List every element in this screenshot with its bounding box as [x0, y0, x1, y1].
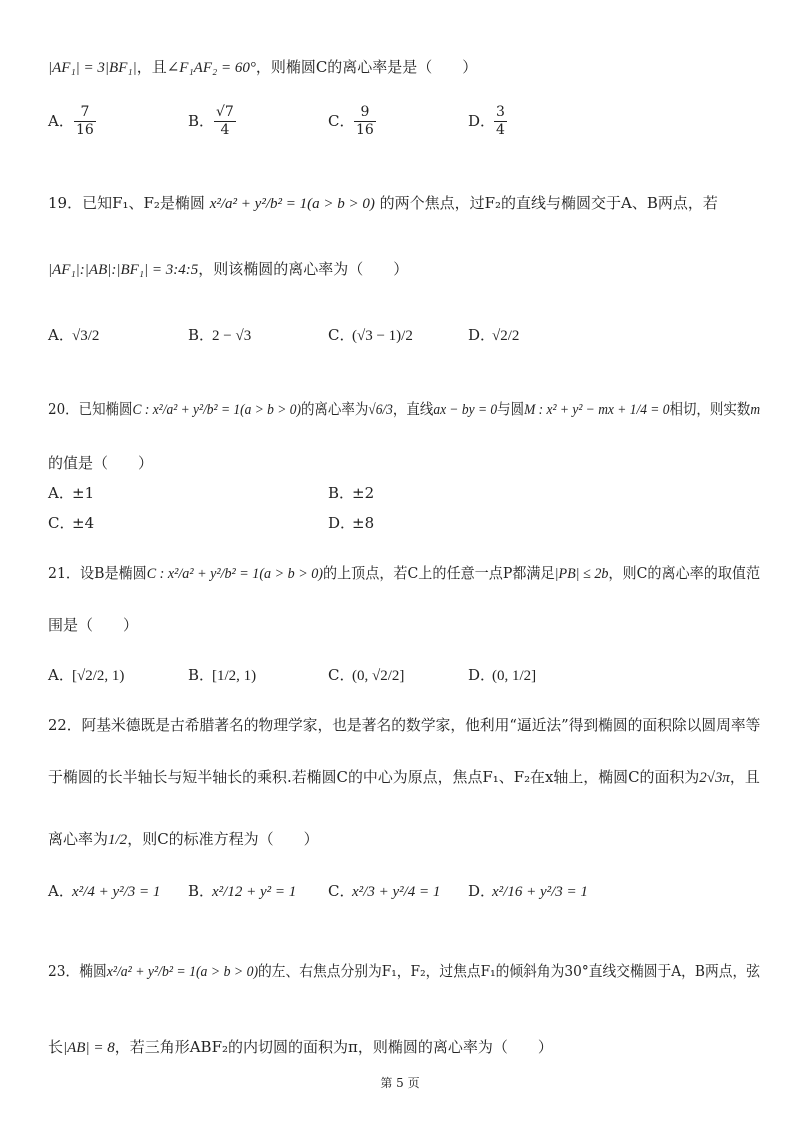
q19-ellipse-equation: x²/a² + y²/b² = 1(a > b > 0) [209, 196, 375, 212]
q22-stem-line3: 离心率为1/2，则C的标准方程为（ ） [48, 830, 319, 848]
q19-stem: 19．已知F₁、F₂是椭圆 x²/a² + y²/b² = 1(a > b > 0) 的两个焦点，过F₂的直线与椭圆交于A、B两点，若 [48, 194, 718, 212]
q20-ellipse: C : x²/a² + y²/b² = 1(a > b > 0) [132, 402, 301, 418]
question-number: 20． [48, 400, 79, 418]
q22-stem: 22．阿基米德既是古希腊著名的物理学家，也是著名的数学家，他利用“逼近法”得到椭圆的面积除以圆周率等 [48, 716, 761, 734]
q19-ratio: |AF₁|:|AB|:|BF₁| = 3:4:5 [48, 262, 199, 278]
q21-option-c: C．(0, √2/2] [328, 666, 405, 684]
q19-option-b: B．2 − √3 [188, 326, 252, 344]
q18-option-d: D． $\frac{3}{4}$ [468, 104, 505, 138]
q21-stem-cont: 围是（ ） [48, 616, 139, 634]
q18-option-c: C． $\frac{9}{16}$ [328, 104, 374, 138]
q19-option-c: C．(√3 − 1)/2 [328, 326, 413, 344]
q19-option-d: D．√2/2 [468, 326, 520, 344]
q22-eccentricity: 1/2 [108, 832, 128, 848]
question-number: 22． [48, 716, 82, 734]
q21-ellipse: C : x²/a² + y²/b² = 1(a > b > 0) [146, 566, 323, 582]
question-number: 19． [48, 194, 83, 212]
q23-chord: |AB| = 8 [63, 1040, 115, 1056]
q22-option-b: B．x²/12 + y² = 1 [188, 882, 297, 900]
q22-option-c: C．x²/3 + y²/4 = 1 [328, 882, 441, 900]
q21-option-a: A．[√2/2, 1) [48, 666, 125, 684]
q18-stem: |AF₁| = 3|BF₁|，且∠F₁AF₂ = 60°，则椭圆C的离心率是是（ ） [48, 58, 478, 76]
q23-stem: 23．椭圆x²/a² + y²/b² = 1(a > b > 0)的左、右焦点分别为F₁，F₂，过焦点F₁的倾斜角为30°直线交椭圆于A，B两点，弦 [48, 962, 760, 980]
q20-eccentricity: √6/3 [368, 402, 393, 418]
page-footer: 第 5 页 [380, 1076, 420, 1090]
q19-stem-cont: |AF₁|:|AB|:|BF₁| = 3:4:5，则该椭圆的离心率为（ ） [48, 260, 409, 278]
q22-option-a: A．x²/4 + y²/3 = 1 [48, 882, 161, 900]
q20-stem: 20．已知椭圆C : x²/a² + y²/b² = 1(a > b > 0)的离心率为√6/3，直线ax − by = 0与圆M : x² + y² − mx + 1/4 = 0相切，则实数m [48, 400, 761, 418]
q20-option-c: C．±4 [48, 514, 95, 532]
q20-option-b: B．±2 [328, 484, 375, 502]
q21-option-d: D．(0, 1/2] [468, 666, 537, 684]
q18-option-b: B． $\frac{√7}{4}$ [188, 104, 234, 138]
question-number: 23． [48, 962, 80, 980]
q21-option-b: B．[1/2, 1) [188, 666, 257, 684]
q20-option-a: A．±1 [48, 484, 95, 502]
q23-ellipse: x²/a² + y²/b² = 1(a > b > 0) [106, 964, 259, 980]
q23-stem-cont: 长|AB| = 8，若三角形ABF₂的内切圆的面积为π，则椭圆的离心率为（ ） [48, 1038, 553, 1056]
q22-stem-line2: 于椭圆的长半轴长与短半轴长的乘积.若椭圆C的中心为原点，焦点F₁、F₂在x轴上，椭圆C的面积为2√3π，且 [48, 768, 760, 786]
q22-option-d: D．x²/16 + y²/3 = 1 [468, 882, 588, 900]
q18-option-a: A． $\frac{7}{16}$ [48, 104, 94, 138]
q20-stem-cont: 的值是（ ） [48, 454, 154, 472]
question-number: 21． [48, 564, 81, 582]
q20-circle: M : x² + y² − mx + 1/4 = 0 [524, 402, 670, 418]
q22-area: 2√3π [699, 770, 730, 786]
q21-condition: |PB| ≤ 2b [554, 566, 609, 582]
q19-option-a: A．√3/2 [48, 326, 100, 344]
q21-stem: 21．设B是椭圆C : x²/a² + y²/b² = 1(a > b > 0)的上顶点，若C上的任意一点P都满足|PB| ≤ 2b，则C的离心率的取值范 [48, 564, 761, 582]
q18-condition-b: ∠F₁AF₂ = 60° [166, 60, 256, 76]
q20-line: ax − by = 0 [433, 402, 498, 418]
q20-option-d: D．±8 [328, 514, 375, 532]
q18-condition-a: |AF₁| = 3|BF₁| [48, 60, 137, 76]
